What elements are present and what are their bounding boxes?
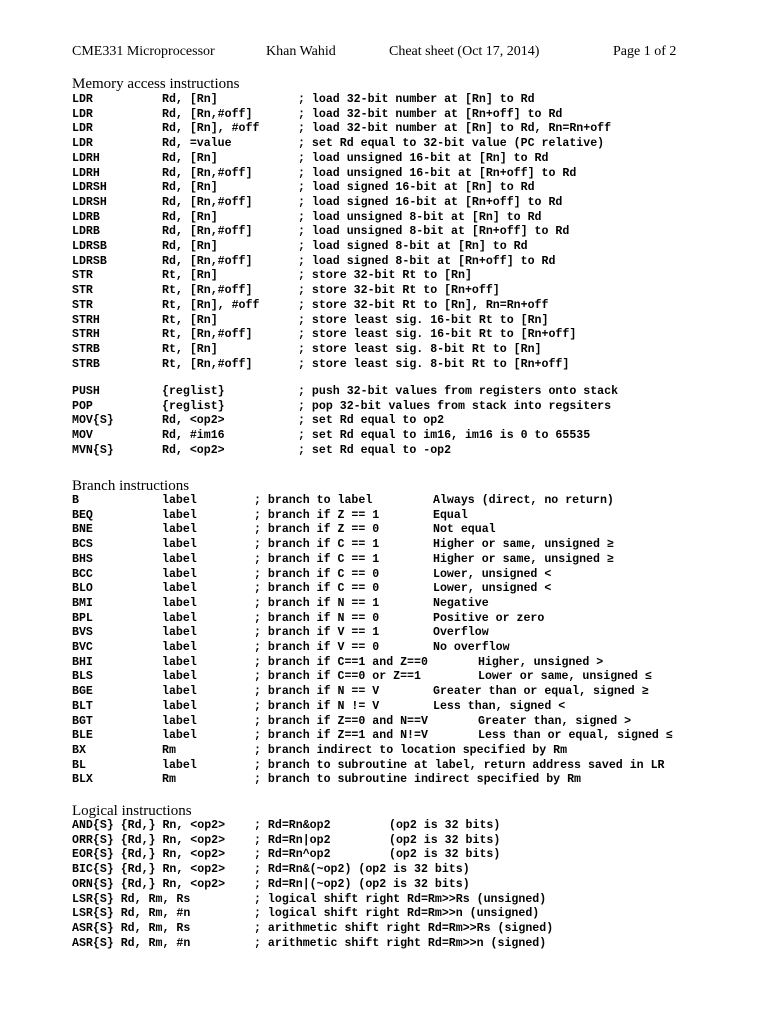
- instruction-comment: ; set Rd equal to -op2: [298, 443, 452, 457]
- instruction-operands: label: [162, 611, 197, 625]
- instruction-syntax: ORR{S} {Rd,} Rn, <op2>: [72, 833, 226, 847]
- condition-description: Positive or zero: [433, 611, 545, 625]
- instruction-comment: ; load signed 16-bit at [Rn+off] to Rd: [298, 195, 563, 209]
- instruction-comment: ; branch if C==1 and Z==0: [254, 655, 428, 669]
- instruction-comment: ; Rd=Rn|op2: [254, 833, 331, 847]
- instruction-operands: Rd, [Rn,#off]: [162, 254, 253, 268]
- instruction-comment: ; branch if N == 1: [254, 596, 380, 610]
- section-heading-logical: Logical instructions: [72, 803, 192, 819]
- instruction-mnemonic: BCC: [72, 567, 93, 581]
- instruction-operands: label: [162, 538, 197, 552]
- instruction-mnemonic: BMI: [72, 596, 93, 610]
- instruction-operands: label: [162, 714, 197, 728]
- instruction-operands: Rm: [162, 773, 176, 787]
- instruction-comment: ; branch if N == V: [254, 685, 380, 699]
- instruction-operands: label: [162, 641, 197, 654]
- instruction-mnemonic: BLX: [72, 773, 93, 787]
- condition-description: Not equal: [433, 523, 496, 537]
- instruction-operands: label: [162, 508, 197, 522]
- instruction-operands: Rd, [Rn,#off]: [162, 195, 253, 209]
- instruction-mnemonic: BLO: [72, 582, 93, 596]
- instruction-comment: ; logical shift right Rd=Rm>>Rs (unsigned): [254, 892, 547, 906]
- instruction-mnemonic: LDR: [72, 122, 93, 136]
- instruction-comment: ; Rd=Rn|(~op2) (op2 is 32 bits): [254, 877, 470, 891]
- instruction-operands: {reglist}: [162, 385, 225, 398]
- instruction-note: (op2 is 32 bits): [389, 848, 501, 862]
- instruction-syntax: ORN{S} {Rd,} Rn, <op2>: [72, 877, 226, 891]
- header-page-number: Page 1 of 2: [613, 44, 677, 59]
- instruction-operands: Rt, [Rn,#off]: [162, 357, 253, 371]
- instruction-mnemonic: BLS: [72, 670, 93, 684]
- instruction-comment: ; load signed 16-bit at [Rn] to Rd: [298, 181, 535, 195]
- instruction-operands: label: [162, 596, 197, 610]
- instruction-comment: ; branch if C==0 or Z==1: [254, 670, 421, 684]
- instruction-operands: label: [162, 552, 197, 566]
- instruction-mnemonic: BGT: [72, 714, 93, 728]
- instruction-mnemonic: STRH: [72, 313, 100, 327]
- instruction-comment: ; load signed 8-bit at [Rn] to Rd: [298, 240, 528, 253]
- instruction-comment: ; logical shift right Rd=Rm>>n (unsigned): [254, 907, 540, 921]
- instruction-mnemonic: MVN{S}: [72, 443, 114, 457]
- instruction-comment: ; branch to subroutine indirect specified by Rm: [254, 773, 581, 787]
- instruction-mnemonic: BGE: [72, 685, 93, 699]
- instruction-mnemonic: LDR: [72, 93, 93, 106]
- instruction-operands: label: [162, 729, 197, 743]
- instruction-mnemonic: LDRH: [72, 166, 100, 180]
- instruction-mnemonic: LDRSB: [72, 254, 107, 268]
- instruction-comment: ; branch to label: [254, 494, 373, 507]
- condition-description: Lower or same, unsigned ≤: [478, 670, 652, 684]
- condition-description: No overflow: [433, 641, 510, 654]
- condition-description: Negative: [433, 596, 489, 610]
- instruction-syntax: LSR{S} Rd, Rm, #n: [72, 907, 191, 921]
- instruction-operands: label: [162, 523, 197, 537]
- instruction-comment: ; store least sig. 16-bit Rt to [Rn+off]: [298, 328, 577, 342]
- instruction-operands: Rt, [Rn]: [162, 342, 218, 356]
- instruction-comment: ; store 32-bit Rt to [Rn+off]: [298, 284, 500, 298]
- instruction-operands: Rd, [Rn]: [162, 240, 218, 253]
- instruction-comment: ; Rd=Rn^op2: [254, 848, 331, 862]
- instruction-comment: ; branch if N != V: [254, 699, 380, 713]
- instruction-comment: ; branch if N == 0: [254, 611, 380, 625]
- instruction-operands: label: [162, 494, 197, 507]
- instruction-comment: ; arithmetic shift right Rd=Rm>>n (signed): [254, 936, 547, 950]
- instruction-comment: ; branch if V == 0: [254, 641, 380, 654]
- instruction-comment: ; store 32-bit Rt to [Rn], Rn=Rn+off: [298, 298, 549, 312]
- condition-description: Lower, unsigned <: [433, 582, 552, 596]
- instruction-comment: ; push 32-bit values from registers onto stack: [298, 385, 619, 398]
- section-heading-branch: Branch instructions: [72, 478, 190, 494]
- instruction-operands: Rd, [Rn]: [162, 181, 218, 195]
- instruction-operands: Rd, [Rn]: [162, 151, 218, 165]
- instruction-mnemonic: BVS: [72, 626, 93, 640]
- header-author: Khan Wahid: [266, 44, 336, 59]
- instruction-syntax: EOR{S} {Rd,} Rn, <op2>: [72, 848, 226, 862]
- instruction-mnemonic: BEQ: [72, 508, 93, 522]
- instruction-mnemonic: STR: [72, 298, 93, 312]
- instruction-comment: ; load 32-bit number at [Rn+off] to Rd: [298, 107, 563, 121]
- instruction-mnemonic: BVC: [72, 641, 93, 654]
- instruction-comment: ; branch if C == 0: [254, 582, 380, 596]
- instruction-operands: Rd, #im16: [162, 429, 225, 443]
- instruction-mnemonic: LDRB: [72, 225, 100, 239]
- instruction-mnemonic: B: [72, 494, 79, 507]
- instruction-syntax: AND{S} {Rd,} Rn, <op2>: [72, 819, 226, 832]
- instruction-mnemonic: STR: [72, 269, 93, 283]
- instruction-operands: Rt, [Rn], #off: [162, 298, 260, 312]
- instruction-note: (op2 is 32 bits): [389, 833, 501, 847]
- instruction-operands: label: [162, 758, 197, 772]
- condition-description: Higher, unsigned >: [478, 655, 604, 669]
- instruction-comment: ; set Rd equal to 32-bit value (PC relative): [298, 137, 605, 151]
- instruction-operands: Rd, [Rn]: [162, 93, 218, 106]
- instruction-comment: ; Rd=Rn&(~op2) (op2 is 32 bits): [254, 863, 470, 877]
- instruction-operands: label: [162, 626, 197, 640]
- instruction-comment: ; load 32-bit number at [Rn] to Rd: [298, 93, 535, 106]
- instruction-syntax: LSR{S} Rd, Rm, Rs: [72, 892, 191, 906]
- instruction-operands: Rd, <op2>: [162, 443, 225, 457]
- instruction-comment: ; branch if V == 1: [254, 626, 380, 640]
- instruction-mnemonic: LDRSH: [72, 195, 107, 209]
- instruction-mnemonic: LDR: [72, 137, 93, 151]
- instruction-mnemonic: STR: [72, 284, 93, 298]
- instruction-operands: Rd, [Rn]: [162, 210, 218, 224]
- instruction-comment: ; load unsigned 8-bit at [Rn] to Rd: [298, 210, 542, 224]
- instruction-comment: ; store 32-bit Rt to [Rn]: [298, 269, 472, 283]
- instruction-comment: ; branch if Z==1 and N!=V: [254, 729, 428, 743]
- instruction-mnemonic: MOV{S}: [72, 414, 114, 428]
- condition-description: Equal: [433, 508, 468, 522]
- instruction-operands: Rt, [Rn]: [162, 313, 218, 327]
- instruction-mnemonic: LDRB: [72, 210, 100, 224]
- instruction-comment: ; arithmetic shift right Rd=Rm>>Rs (signed): [254, 921, 554, 935]
- instruction-operands: label: [162, 655, 197, 669]
- instruction-comment: ; branch if Z == 1: [254, 508, 380, 522]
- instruction-comment: ; load unsigned 8-bit at [Rn+off] to Rd: [298, 225, 570, 239]
- instruction-operands: Rd, <op2>: [162, 414, 225, 428]
- instruction-comment: ; load unsigned 16-bit at [Rn] to Rd: [298, 151, 549, 165]
- instruction-mnemonic: BNE: [72, 523, 93, 537]
- instruction-operands: Rt, [Rn,#off]: [162, 328, 253, 342]
- instruction-comment: ; set Rd equal to op2: [298, 414, 445, 428]
- instruction-syntax: BIC{S} {Rd,} Rn, <op2>: [72, 863, 226, 877]
- instruction-mnemonic: LDRSH: [72, 181, 107, 195]
- instruction-comment: ; load 32-bit number at [Rn] to Rd, Rn=Rn+off: [298, 122, 612, 136]
- instruction-mnemonic: POP: [72, 399, 93, 413]
- instruction-operands: Rd, [Rn,#off]: [162, 166, 253, 180]
- instruction-operands: Rd, [Rn], #off: [162, 122, 260, 136]
- instruction-operands: {reglist}: [162, 399, 225, 413]
- instruction-mnemonic: BPL: [72, 611, 93, 625]
- section-heading-memory: Memory access instructions: [72, 76, 240, 92]
- instruction-syntax: ASR{S} Rd, Rm, #n: [72, 936, 191, 950]
- instruction-mnemonic: MOV: [72, 429, 93, 443]
- condition-description: Greater than or equal, signed ≥: [433, 685, 649, 699]
- instruction-operands: Rt, [Rn,#off]: [162, 284, 253, 298]
- instruction-mnemonic: BCS: [72, 538, 93, 552]
- instruction-comment: ; branch if C == 1: [254, 552, 380, 566]
- instruction-mnemonic: PUSH: [72, 385, 100, 398]
- instruction-operands: label: [162, 582, 197, 596]
- instruction-operands: Rm: [162, 743, 176, 757]
- instruction-note: (op2 is 32 bits): [389, 819, 501, 832]
- header-title: Cheat sheet (Oct 17, 2014): [389, 44, 540, 59]
- instruction-operands: label: [162, 567, 197, 581]
- instruction-comment: ; branch to subroutine at label, return address saved in LR: [254, 758, 665, 772]
- instruction-comment: ; store least sig. 8-bit Rt to [Rn]: [298, 342, 542, 356]
- instruction-mnemonic: BX: [72, 743, 86, 757]
- instruction-mnemonic: BHI: [72, 655, 93, 669]
- instruction-syntax: ASR{S} Rd, Rm, Rs: [72, 921, 191, 935]
- condition-description: Higher or same, unsigned ≥: [433, 552, 614, 566]
- instruction-mnemonic: STRB: [72, 342, 100, 356]
- instruction-comment: ; load unsigned 16-bit at [Rn+off] to Rd: [298, 166, 577, 180]
- instruction-comment: ; branch indirect to location specified by Rm: [254, 743, 568, 757]
- instruction-mnemonic: BHS: [72, 552, 93, 566]
- instruction-operands: Rd, [Rn,#off]: [162, 225, 253, 239]
- instruction-operands: Rt, [Rn]: [162, 269, 218, 283]
- instruction-comment: ; branch if Z==0 and N==V: [254, 714, 428, 728]
- instruction-comment: ; branch if Z == 0: [254, 523, 380, 537]
- instruction-mnemonic: STRH: [72, 328, 100, 342]
- instruction-mnemonic: LDRSB: [72, 240, 107, 253]
- condition-description: Greater than, signed >: [478, 714, 632, 728]
- instruction-mnemonic: BLE: [72, 729, 93, 743]
- instruction-comment: ; store least sig. 16-bit Rt to [Rn]: [298, 313, 549, 327]
- instruction-mnemonic: LDR: [72, 107, 93, 121]
- condition-description: Less than, signed <: [433, 699, 566, 713]
- instruction-operands: label: [162, 670, 197, 684]
- instruction-comment: ; set Rd equal to im16, im16 is 0 to 65535: [298, 429, 591, 443]
- instruction-comment: ; branch if C == 1: [254, 538, 380, 552]
- instruction-mnemonic: STRB: [72, 357, 100, 371]
- condition-description: Always (direct, no return): [433, 494, 614, 507]
- condition-description: Higher or same, unsigned ≥: [433, 538, 614, 552]
- instruction-operands: label: [162, 685, 197, 699]
- instruction-comment: ; Rd=Rn&op2: [254, 819, 331, 832]
- instruction-mnemonic: BLT: [72, 699, 93, 713]
- instruction-comment: ; store least sig. 8-bit Rt to [Rn+off]: [298, 357, 570, 371]
- instruction-operands: label: [162, 699, 197, 713]
- instruction-comment: ; load signed 8-bit at [Rn+off] to Rd: [298, 254, 556, 268]
- condition-description: Overflow: [433, 626, 489, 640]
- header-course: CME331 Microprocessor: [72, 44, 215, 59]
- condition-description: Less than or equal, signed ≤: [478, 729, 673, 743]
- instruction-mnemonic: BL: [72, 758, 86, 772]
- instruction-comment: ; pop 32-bit values from stack into regsiters: [298, 399, 612, 413]
- condition-description: Lower, unsigned <: [433, 567, 552, 581]
- instruction-mnemonic: LDRH: [72, 151, 100, 165]
- instruction-comment: ; branch if C == 0: [254, 567, 380, 581]
- instruction-operands: Rd, [Rn,#off]: [162, 107, 253, 121]
- instruction-operands: Rd, =value: [162, 137, 232, 151]
